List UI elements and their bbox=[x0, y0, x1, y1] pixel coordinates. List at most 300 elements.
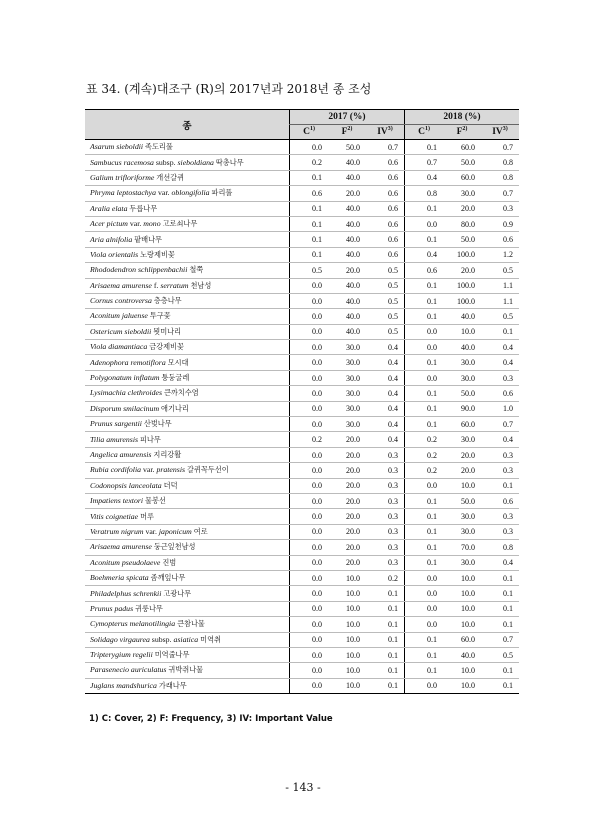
value-cell: 0.6 bbox=[366, 232, 405, 247]
species-name: Aconitum jaluense 투구꽃 bbox=[85, 309, 290, 324]
value-cell: 0.1 bbox=[405, 386, 444, 401]
value-cell: 20.0 bbox=[328, 432, 366, 447]
table-caption: 표 34. (계속)대조구 (R)의 2017년과 2018년 종 조성 bbox=[86, 82, 372, 96]
value-cell: 0.0 bbox=[290, 493, 329, 508]
value-cell: 60.0 bbox=[443, 140, 481, 155]
value-cell: 0.3 bbox=[481, 447, 519, 462]
value-cell: 0.1 bbox=[405, 493, 444, 508]
value-cell: 100.0 bbox=[443, 278, 481, 293]
value-cell: 20.0 bbox=[328, 524, 366, 539]
table-row bbox=[85, 417, 519, 432]
value-cell: 30.0 bbox=[328, 370, 366, 385]
table-row bbox=[85, 263, 519, 278]
col-header-iv-2017: IV$^{3)}$ bbox=[366, 125, 405, 140]
value-cell: 10.0 bbox=[328, 617, 366, 632]
species-name: Angelica amurensis 지리강활 bbox=[85, 447, 290, 462]
value-cell: 0.0 bbox=[405, 617, 444, 632]
value-cell: 0.8 bbox=[405, 186, 444, 201]
value-cell: 50.0 bbox=[443, 155, 481, 170]
value-cell: 0.0 bbox=[405, 601, 444, 616]
col-header-iv-2018: IV$^{3)}$ bbox=[481, 125, 519, 140]
value-cell: 40.0 bbox=[328, 201, 366, 216]
table-row bbox=[85, 617, 519, 632]
value-cell: 30.0 bbox=[443, 524, 481, 539]
value-cell: 0.6 bbox=[481, 386, 519, 401]
value-cell: 0.1 bbox=[405, 232, 444, 247]
value-cell: 0.5 bbox=[481, 263, 519, 278]
value-cell: 0.1 bbox=[290, 201, 329, 216]
value-cell: 0.5 bbox=[481, 647, 519, 662]
value-cell: 0.0 bbox=[405, 370, 444, 385]
value-cell: 0.0 bbox=[290, 540, 329, 555]
value-cell: 0.0 bbox=[290, 278, 329, 293]
value-cell: 0.3 bbox=[366, 493, 405, 508]
species-name: Parasenecio auriculatus 귀박쥐나물 bbox=[85, 663, 290, 678]
value-cell: 0.0 bbox=[290, 647, 329, 662]
value-cell: 0.1 bbox=[405, 140, 444, 155]
table-row bbox=[85, 278, 519, 293]
value-cell: 30.0 bbox=[328, 355, 366, 370]
value-cell: 0.0 bbox=[290, 570, 329, 585]
value-cell: 0.6 bbox=[366, 170, 405, 185]
value-cell: 0.4 bbox=[366, 432, 405, 447]
value-cell: 10.0 bbox=[328, 601, 366, 616]
value-cell: 0.1 bbox=[405, 555, 444, 570]
species-name: Rhododendron schlippenbachii 철쭉 bbox=[85, 263, 290, 278]
value-cell: 0.1 bbox=[405, 632, 444, 647]
species-name: Asarum sieboldii 족도리풀 bbox=[85, 140, 290, 155]
value-cell: 20.0 bbox=[328, 463, 366, 478]
value-cell: 0.1 bbox=[481, 570, 519, 585]
value-cell: 40.0 bbox=[328, 170, 366, 185]
value-cell: 0.4 bbox=[481, 355, 519, 370]
value-cell: 0.0 bbox=[290, 632, 329, 647]
value-cell: 0.2 bbox=[290, 432, 329, 447]
species-name: Tilia amurensis 피나무 bbox=[85, 432, 290, 447]
value-cell: 0.3 bbox=[481, 370, 519, 385]
value-cell: 0.0 bbox=[405, 586, 444, 601]
value-cell: 20.0 bbox=[328, 478, 366, 493]
species-name: Viola diamantiaca 금강제비꽃 bbox=[85, 340, 290, 355]
value-cell: 0.0 bbox=[290, 617, 329, 632]
table-row bbox=[85, 601, 519, 616]
value-cell: 10.0 bbox=[443, 678, 481, 693]
value-cell: 30.0 bbox=[443, 555, 481, 570]
table-body bbox=[85, 140, 519, 694]
value-cell: 0.6 bbox=[366, 155, 405, 170]
value-cell: 20.0 bbox=[328, 555, 366, 570]
value-cell: 30.0 bbox=[443, 186, 481, 201]
value-cell: 0.7 bbox=[481, 632, 519, 647]
value-cell: 0.2 bbox=[366, 570, 405, 585]
species-name: Arisaema amurense 둥근잎천남성 bbox=[85, 540, 290, 555]
value-cell: 0.1 bbox=[290, 247, 329, 262]
value-cell: 0.6 bbox=[366, 216, 405, 231]
value-cell: 0.3 bbox=[366, 555, 405, 570]
value-cell: 0.0 bbox=[290, 417, 329, 432]
value-cell: 0.8 bbox=[481, 540, 519, 555]
value-cell: 0.5 bbox=[366, 278, 405, 293]
table-row bbox=[85, 493, 519, 508]
col-header-f-2017: $F^{2)}$ bbox=[328, 125, 366, 140]
table-row bbox=[85, 155, 519, 170]
table-row bbox=[85, 232, 519, 247]
value-cell: 0.1 bbox=[405, 401, 444, 416]
species-name: Viola orientalis 노랑제비꽃 bbox=[85, 247, 290, 262]
value-cell: 20.0 bbox=[328, 186, 366, 201]
value-cell: 0.0 bbox=[405, 324, 444, 339]
value-cell: 30.0 bbox=[443, 432, 481, 447]
value-cell: 0.6 bbox=[366, 247, 405, 262]
value-cell: 0.3 bbox=[481, 201, 519, 216]
species-name: Veratrum nigrum var. japonicum 여로 bbox=[85, 524, 290, 539]
species-name: Philadelphus schrenkii 고광나무 bbox=[85, 586, 290, 601]
value-cell: 0.1 bbox=[405, 663, 444, 678]
value-cell: 0.8 bbox=[481, 170, 519, 185]
year-2018-header: 2018 (%) bbox=[405, 110, 520, 125]
table-row bbox=[85, 140, 519, 155]
value-cell: 0.1 bbox=[405, 201, 444, 216]
table-row bbox=[85, 647, 519, 662]
value-cell: 1.2 bbox=[481, 247, 519, 262]
species-name: Boehmeria spicata 좀깨잎나무 bbox=[85, 570, 290, 585]
table-row bbox=[85, 170, 519, 185]
value-cell: 0.0 bbox=[290, 355, 329, 370]
table-row bbox=[85, 540, 519, 555]
value-cell: 0.1 bbox=[481, 617, 519, 632]
value-cell: 0.6 bbox=[481, 493, 519, 508]
value-cell: 20.0 bbox=[443, 463, 481, 478]
value-cell: 10.0 bbox=[328, 678, 366, 693]
value-cell: 0.0 bbox=[290, 386, 329, 401]
value-cell: 0.1 bbox=[481, 586, 519, 601]
species-name: Adenophora remotiflora 모시대 bbox=[85, 355, 290, 370]
value-cell: 0.4 bbox=[366, 370, 405, 385]
value-cell: 0.1 bbox=[405, 309, 444, 324]
value-cell: 40.0 bbox=[328, 216, 366, 231]
value-cell: 0.7 bbox=[366, 140, 405, 155]
species-name: Solidago virgaurea subsp. asiatica 미역취 bbox=[85, 632, 290, 647]
value-cell: 0.1 bbox=[405, 278, 444, 293]
value-cell: 0.6 bbox=[405, 263, 444, 278]
species-name: Cornus controversa 층층나무 bbox=[85, 293, 290, 308]
page-number: - 143 - bbox=[285, 781, 321, 794]
value-cell: 20.0 bbox=[328, 540, 366, 555]
table-row bbox=[85, 555, 519, 570]
value-cell: 0.3 bbox=[366, 478, 405, 493]
value-cell: 0.3 bbox=[481, 524, 519, 539]
value-cell: 0.0 bbox=[290, 663, 329, 678]
value-cell: 0.0 bbox=[405, 478, 444, 493]
value-cell: 30.0 bbox=[443, 509, 481, 524]
species-header: 종 bbox=[85, 110, 290, 140]
table-row bbox=[85, 370, 519, 385]
value-cell: 0.9 bbox=[481, 216, 519, 231]
value-cell: 0.1 bbox=[481, 663, 519, 678]
value-cell: 50.0 bbox=[443, 493, 481, 508]
table-row bbox=[85, 586, 519, 601]
table-row bbox=[85, 355, 519, 370]
value-cell: 40.0 bbox=[328, 324, 366, 339]
value-cell: 20.0 bbox=[443, 447, 481, 462]
value-cell: 40.0 bbox=[443, 340, 481, 355]
table-row bbox=[85, 216, 519, 231]
value-cell: 70.0 bbox=[443, 540, 481, 555]
value-cell: 0.0 bbox=[290, 509, 329, 524]
value-cell: 0.1 bbox=[366, 632, 405, 647]
value-cell: 20.0 bbox=[443, 201, 481, 216]
value-cell: 1.0 bbox=[481, 401, 519, 416]
value-cell: 0.7 bbox=[405, 155, 444, 170]
value-cell: 30.0 bbox=[328, 340, 366, 355]
value-cell: 0.4 bbox=[366, 417, 405, 432]
value-cell: 20.0 bbox=[328, 447, 366, 462]
value-cell: 0.7 bbox=[481, 417, 519, 432]
species-name: Arisaema amurense f. serratum 천남성 bbox=[85, 278, 290, 293]
species-name: Vitis coignetiae 머루 bbox=[85, 509, 290, 524]
value-cell: 0.4 bbox=[366, 401, 405, 416]
value-cell: 0.3 bbox=[481, 463, 519, 478]
table-row bbox=[85, 663, 519, 678]
value-cell: 0.3 bbox=[366, 524, 405, 539]
value-cell: 0.3 bbox=[366, 447, 405, 462]
col-header-f-2018: $F^{2)}$ bbox=[443, 125, 481, 140]
table-row bbox=[85, 524, 519, 539]
value-cell: 0.3 bbox=[481, 509, 519, 524]
value-cell: 0.1 bbox=[405, 417, 444, 432]
species-name: Aconitum pseudolaeve 진범 bbox=[85, 555, 290, 570]
value-cell: 40.0 bbox=[443, 309, 481, 324]
value-cell: 0.0 bbox=[290, 524, 329, 539]
species-name: Lysimachia clethroides 큰까치수염 bbox=[85, 386, 290, 401]
value-cell: 0.5 bbox=[481, 309, 519, 324]
species-name: Polygonatum inflatum 퉁둥굴레 bbox=[85, 370, 290, 385]
value-cell: 1.1 bbox=[481, 293, 519, 308]
value-cell: 0.2 bbox=[405, 432, 444, 447]
value-cell: 20.0 bbox=[443, 263, 481, 278]
value-cell: 0.6 bbox=[481, 232, 519, 247]
value-cell: 0.1 bbox=[366, 678, 405, 693]
table-row bbox=[85, 570, 519, 585]
value-cell: 0.0 bbox=[405, 678, 444, 693]
value-cell: 0.1 bbox=[366, 647, 405, 662]
value-cell: 0.1 bbox=[290, 170, 329, 185]
value-cell: 30.0 bbox=[328, 417, 366, 432]
value-cell: 0.4 bbox=[366, 355, 405, 370]
value-cell: 0.0 bbox=[290, 293, 329, 308]
value-cell: 0.5 bbox=[366, 293, 405, 308]
value-cell: 20.0 bbox=[328, 493, 366, 508]
value-cell: 0.1 bbox=[481, 478, 519, 493]
value-cell: 40.0 bbox=[328, 293, 366, 308]
value-cell: 0.1 bbox=[405, 509, 444, 524]
table-row bbox=[85, 509, 519, 524]
value-cell: 0.4 bbox=[481, 555, 519, 570]
species-name: Codonopsis lanceolata 더덕 bbox=[85, 478, 290, 493]
value-cell: 0.6 bbox=[366, 186, 405, 201]
value-cell: 30.0 bbox=[443, 355, 481, 370]
value-cell: 0.4 bbox=[481, 432, 519, 447]
value-cell: 0.3 bbox=[366, 509, 405, 524]
value-cell: 0.6 bbox=[290, 186, 329, 201]
species-name: Ostericum sieboldii 묏미나리 bbox=[85, 324, 290, 339]
value-cell: 1.1 bbox=[481, 278, 519, 293]
value-cell: 0.1 bbox=[405, 524, 444, 539]
value-cell: 0.2 bbox=[290, 155, 329, 170]
value-cell: 10.0 bbox=[328, 632, 366, 647]
species-name: Disporum smilacinum 애기나리 bbox=[85, 401, 290, 416]
value-cell: 0.0 bbox=[290, 555, 329, 570]
value-cell: 60.0 bbox=[443, 170, 481, 185]
value-cell: 0.6 bbox=[366, 201, 405, 216]
value-cell: 0.1 bbox=[290, 232, 329, 247]
value-cell: 0.1 bbox=[405, 540, 444, 555]
value-cell: 30.0 bbox=[443, 370, 481, 385]
value-cell: 0.1 bbox=[405, 355, 444, 370]
value-cell: 0.1 bbox=[481, 324, 519, 339]
value-cell: 10.0 bbox=[443, 617, 481, 632]
value-cell: 10.0 bbox=[443, 478, 481, 493]
value-cell: 30.0 bbox=[328, 401, 366, 416]
value-cell: 0.0 bbox=[405, 570, 444, 585]
species-name: Prunus padus 귀룽나무 bbox=[85, 601, 290, 616]
species-name: Acer pictum var. mono 고로쇠나무 bbox=[85, 216, 290, 231]
value-cell: 0.3 bbox=[366, 463, 405, 478]
table-row bbox=[85, 340, 519, 355]
value-cell: 0.4 bbox=[405, 170, 444, 185]
value-cell: 10.0 bbox=[443, 663, 481, 678]
table-row bbox=[85, 324, 519, 339]
value-cell: 0.0 bbox=[290, 140, 329, 155]
value-cell: 20.0 bbox=[328, 263, 366, 278]
table-row bbox=[85, 463, 519, 478]
value-cell: 0.7 bbox=[481, 186, 519, 201]
value-cell: 0.1 bbox=[405, 293, 444, 308]
table-row bbox=[85, 432, 519, 447]
value-cell: 0.4 bbox=[366, 386, 405, 401]
value-cell: 50.0 bbox=[443, 232, 481, 247]
value-cell: 10.0 bbox=[328, 570, 366, 585]
table-row bbox=[85, 401, 519, 416]
species-name: Cymopterus melanotilingia 큰참나물 bbox=[85, 617, 290, 632]
col-header-c-2018: $C^{1)}$ bbox=[405, 125, 444, 140]
value-cell: 100.0 bbox=[443, 293, 481, 308]
value-cell: 0.0 bbox=[290, 463, 329, 478]
value-cell: 10.0 bbox=[328, 586, 366, 601]
species-name: Tripterygium regelii 미역줄나무 bbox=[85, 647, 290, 662]
value-cell: 0.1 bbox=[481, 678, 519, 693]
table-row bbox=[85, 447, 519, 462]
table-row bbox=[85, 632, 519, 647]
value-cell: 0.5 bbox=[366, 263, 405, 278]
value-cell: 40.0 bbox=[328, 232, 366, 247]
value-cell: 0.0 bbox=[290, 309, 329, 324]
value-cell: 0.0 bbox=[290, 586, 329, 601]
species-name: Rubia cordifolia var. pratensis 갈퀴꼭두선이 bbox=[85, 463, 290, 478]
value-cell: 0.3 bbox=[366, 540, 405, 555]
table-row bbox=[85, 386, 519, 401]
value-cell: 0.0 bbox=[290, 601, 329, 616]
species-name: Aria alnifolia 팥배나무 bbox=[85, 232, 290, 247]
footnote: 1) C: Cover, 2) F: Frequency, 3) IV: Important Value bbox=[89, 714, 333, 724]
value-cell: 0.1 bbox=[366, 617, 405, 632]
value-cell: 0.2 bbox=[405, 447, 444, 462]
value-cell: 0.0 bbox=[290, 478, 329, 493]
value-cell: 80.0 bbox=[443, 216, 481, 231]
table-row bbox=[85, 247, 519, 262]
table-row bbox=[85, 309, 519, 324]
value-cell: 50.0 bbox=[443, 386, 481, 401]
table-row bbox=[85, 293, 519, 308]
value-cell: 50.0 bbox=[328, 140, 366, 155]
value-cell: 0.1 bbox=[481, 601, 519, 616]
value-cell: 60.0 bbox=[443, 632, 481, 647]
value-cell: 0.0 bbox=[290, 370, 329, 385]
value-cell: 40.0 bbox=[328, 278, 366, 293]
value-cell: 0.0 bbox=[290, 678, 329, 693]
value-cell: 10.0 bbox=[443, 324, 481, 339]
value-cell: 0.0 bbox=[405, 216, 444, 231]
value-cell: 40.0 bbox=[328, 247, 366, 262]
value-cell: 0.0 bbox=[290, 324, 329, 339]
table-row bbox=[85, 201, 519, 216]
col-header-c-2017: $C^{1)}$ bbox=[290, 125, 329, 140]
value-cell: 10.0 bbox=[328, 647, 366, 662]
value-cell: 10.0 bbox=[443, 570, 481, 585]
value-cell: 100.0 bbox=[443, 247, 481, 262]
value-cell: 0.1 bbox=[366, 663, 405, 678]
value-cell: 0.1 bbox=[366, 601, 405, 616]
value-cell: 0.4 bbox=[481, 340, 519, 355]
year-2017-header: 2017 (%) bbox=[290, 110, 405, 125]
value-cell: 0.4 bbox=[366, 340, 405, 355]
value-cell: 0.1 bbox=[405, 647, 444, 662]
species-name: Phryma leptostachya var. oblongifolia 파리풀 bbox=[85, 186, 290, 201]
value-cell: 10.0 bbox=[443, 586, 481, 601]
species-name: Aralia elata 두릅나무 bbox=[85, 201, 290, 216]
value-cell: 0.0 bbox=[290, 340, 329, 355]
value-cell: 0.8 bbox=[481, 155, 519, 170]
value-cell: 30.0 bbox=[328, 386, 366, 401]
species-name: Prunus sargentii 산벚나무 bbox=[85, 417, 290, 432]
species-name: Sambucus racemosa subsp. sieboldiana 딱총나무 bbox=[85, 155, 290, 170]
value-cell: 0.0 bbox=[405, 340, 444, 355]
table-row bbox=[85, 478, 519, 493]
value-cell: 0.0 bbox=[290, 401, 329, 416]
value-cell: 90.0 bbox=[443, 401, 481, 416]
value-cell: 0.5 bbox=[366, 309, 405, 324]
species-composition-table bbox=[85, 109, 519, 694]
species-name: Juglans mandshurica 가래나무 bbox=[85, 678, 290, 693]
value-cell: 0.2 bbox=[405, 463, 444, 478]
table-row bbox=[85, 186, 519, 201]
species-name: Impatiens textori 물봉선 bbox=[85, 493, 290, 508]
species-name: Galium trifloriforme 개선갈퀴 bbox=[85, 170, 290, 185]
value-cell: 60.0 bbox=[443, 417, 481, 432]
value-cell: 40.0 bbox=[328, 309, 366, 324]
value-cell: 0.5 bbox=[366, 324, 405, 339]
value-cell: 20.0 bbox=[328, 509, 366, 524]
value-cell: 40.0 bbox=[328, 155, 366, 170]
value-cell: 0.4 bbox=[405, 247, 444, 262]
value-cell: 0.7 bbox=[481, 140, 519, 155]
value-cell: 10.0 bbox=[443, 601, 481, 616]
value-cell: 10.0 bbox=[328, 663, 366, 678]
value-cell: 0.1 bbox=[290, 216, 329, 231]
value-cell: 0.1 bbox=[366, 586, 405, 601]
value-cell: 0.5 bbox=[290, 263, 329, 278]
table-row bbox=[85, 678, 519, 693]
